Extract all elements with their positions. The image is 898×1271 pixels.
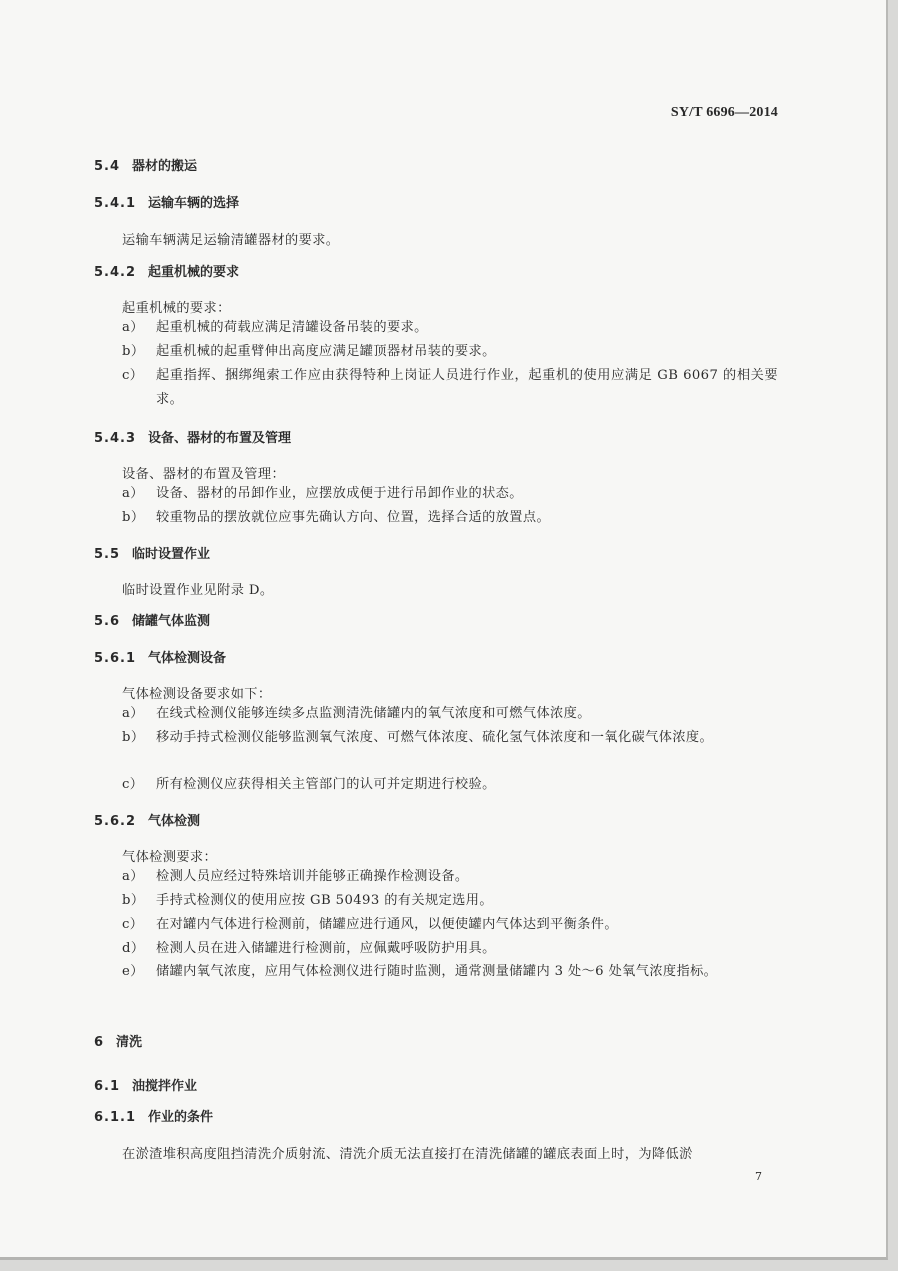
section-heading-5-6-2 (94, 810, 200, 829)
section-title: 油搅拌作业 (132, 1079, 198, 1094)
list-item (122, 960, 778, 984)
section-heading-6-1 (94, 1075, 197, 1094)
list-marker: b） (122, 893, 145, 908)
section-heading-5-4-2 (94, 261, 239, 280)
section-heading-5-4-1 (94, 192, 239, 211)
list-marker: a） (122, 486, 144, 501)
list-item (122, 865, 778, 889)
section-number: 5.6.1 (94, 651, 137, 666)
section-number: 6 (94, 1035, 105, 1050)
list-item (122, 340, 778, 364)
page-number: 7 (755, 1170, 762, 1183)
list-item-text: 在对罐内气体进行检测前，储罐应进行通风，以便使罐内气体达到平衡条件。 (156, 917, 618, 932)
section-number: 5.4.3 (94, 431, 137, 446)
list-item (122, 482, 778, 506)
list-marker: c） (122, 368, 144, 383)
list-item (122, 773, 778, 797)
list-item (122, 913, 778, 937)
list-marker: a） (122, 320, 144, 335)
section-title: 运输车辆的选择 (148, 196, 240, 211)
list-marker: c） (122, 777, 144, 792)
list-marker: b） (122, 510, 145, 525)
paragraph: 临时设置作业见附录 D。 (122, 583, 274, 598)
paragraph: 运输车辆满足运输清罐器材的要求。 (122, 233, 340, 248)
list-item (122, 316, 778, 340)
section-title: 临时设置作业 (132, 547, 211, 562)
section-title: 气体检测设备 (148, 651, 227, 666)
section-number: 5.5 (94, 547, 121, 562)
list-marker: d） (122, 941, 145, 956)
list-item-text: 移动手持式检测仪能够监测氧气浓度、可燃气体浓度、硫化氢气体浓度和一氧化碳气体浓度。 (156, 730, 714, 745)
section-number: 5.4 (94, 159, 121, 174)
list-item (122, 889, 778, 913)
section-title: 器材的搬运 (132, 159, 198, 174)
paragraph-intro: 气体检测设备要求如下： (122, 687, 272, 702)
section-heading-5-6 (94, 610, 210, 629)
standard-code-header: SY/T 6696—2014 (670, 105, 778, 120)
list-item-text: 起重指挥、捆绑绳索工作应由获得特种上岗证人员进行作业，起重机的使用应满足 GB 6067 的相关要求。 (156, 368, 778, 407)
list-item-text: 所有检测仪应获得相关主管部门的认可并定期进行校验。 (156, 777, 496, 792)
paragraph: 在淤渣堆积高度阻挡清洗介质射流、清洗介质无法直接打在清洗储罐的罐底表面上时，为降低淤 (122, 1147, 693, 1162)
list-item (122, 726, 778, 750)
list-item (122, 937, 778, 961)
section-heading-5-6-1 (94, 647, 226, 666)
section-title: 气体检测 (148, 814, 201, 829)
list-item (122, 702, 778, 726)
list-marker: c） (122, 917, 144, 932)
section-heading-5-4 (94, 155, 197, 174)
list-item (122, 364, 778, 412)
chapter-heading-6 (94, 1031, 142, 1050)
list-marker: a） (122, 706, 144, 721)
list-item-text: 检测人员应经过特殊培训并能够正确操作检测设备。 (156, 869, 469, 884)
paragraph-intro: 起重机械的要求： (122, 301, 231, 316)
section-title: 作业的条件 (148, 1110, 214, 1125)
list-marker: e） (122, 964, 144, 979)
list-item-text: 手持式检测仪的使用应按 GB 50493 的有关规定选用。 (156, 893, 493, 908)
list-item-text: 较重物品的摆放就位应事先确认方向、位置，选择合适的放置点。 (156, 510, 551, 525)
section-number: 5.6 (94, 614, 121, 629)
section-number: 5.4.2 (94, 265, 137, 280)
section-number: 6.1 (94, 1079, 121, 1094)
section-heading-5-5 (94, 543, 210, 562)
list-item-text: 设备、器材的吊卸作业，应摆放成便于进行吊卸作业的状态。 (156, 486, 523, 501)
list-item-text: 在线式检测仪能够连续多点监测清洗储罐内的氧气浓度和可燃气体浓度。 (156, 706, 591, 721)
section-number: 5.4.1 (94, 196, 137, 211)
list-marker: b） (122, 344, 145, 359)
list-item-text: 起重机械的起重臂伸出高度应满足罐顶器材吊装的要求。 (156, 344, 496, 359)
list-marker: b） (122, 730, 145, 745)
list-item-text: 起重机械的荷载应满足清罐设备吊装的要求。 (156, 320, 428, 335)
list-item (122, 506, 778, 530)
section-heading-5-4-3 (94, 427, 291, 446)
section-title: 清洗 (116, 1035, 143, 1050)
list-item-text: 检测人员在进入储罐进行检测前，应佩戴呼吸防护用具。 (156, 941, 496, 956)
section-title: 起重机械的要求 (148, 265, 240, 280)
section-title: 储罐气体监测 (132, 614, 211, 629)
section-number: 5.6.2 (94, 814, 137, 829)
section-number: 6.1.1 (94, 1110, 137, 1125)
paragraph-intro: 设备、器材的布置及管理： (122, 467, 286, 482)
section-title: 设备、器材的布置及管理 (148, 431, 292, 446)
list-item-text: 储罐内氧气浓度，应用气体检测仪进行随时监测，通常测量储罐内 3 处～6 处氧气浓度指标。 (156, 964, 718, 979)
paragraph-intro: 气体检测要求： (122, 850, 218, 865)
list-marker: a） (122, 869, 144, 884)
section-heading-6-1-1 (94, 1106, 213, 1125)
